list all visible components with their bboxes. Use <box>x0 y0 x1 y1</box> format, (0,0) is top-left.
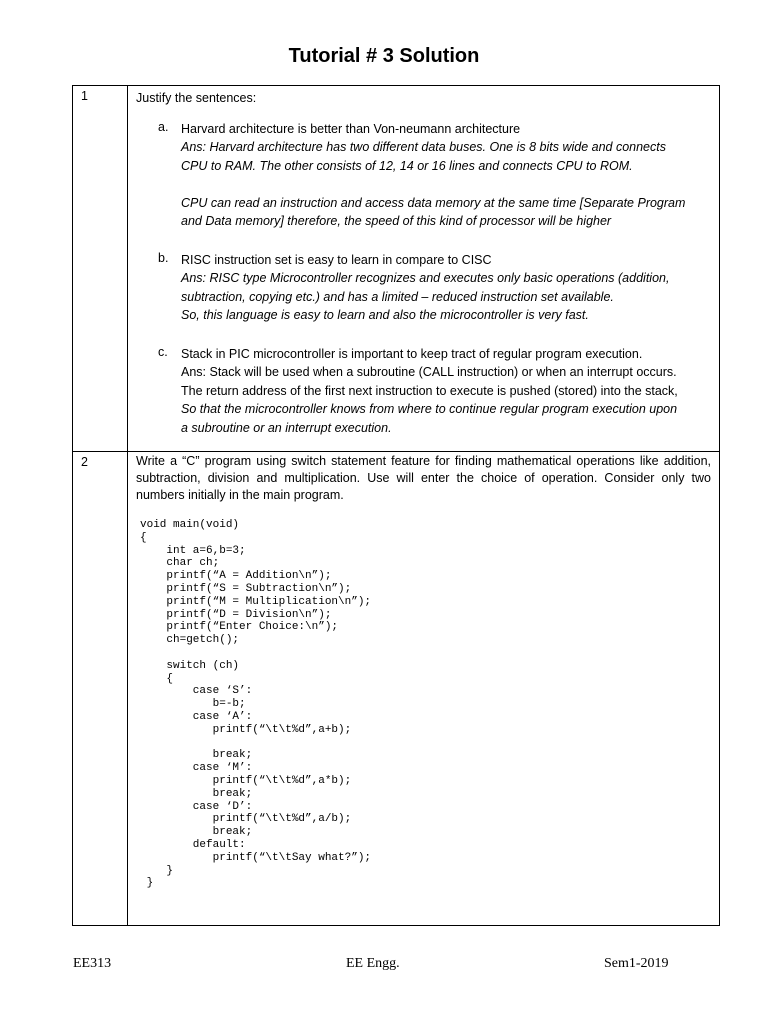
code-block: void main(void) { int a=6,b=3; char ch; printf(“A = Addition\n”); printf(“S = Subtraction\n”); printf(“M = Multiplication\n”); printf(“D = Division\n”); printf(“Enter Choice:\n”); ch=getch(); switch (ch) { case ‘S’: b=-b; case ‘A’: printf(“\t\t%d”,a+b); break; case ‘M’: printf(“\t\t%d”,a*b); break; case ‘D’: printf(“\t\t%d”,a/b); break; default: printf(“\t\tSay what?”); } } <box>140 519 372 890</box>
item-statement: Stack in PIC microcontroller is important to keep tract of regular program execution. <box>181 346 643 361</box>
item-label: b. <box>158 250 169 265</box>
question-body <box>128 452 720 926</box>
question-number: 2 <box>73 452 128 926</box>
answer-line: Ans: Harvard architecture has two different data buses. One is 8 bits wide and connects <box>181 140 666 154</box>
list-item <box>158 120 711 231</box>
question-number: 1 <box>73 86 128 452</box>
question-prompt: Justify the sentences: <box>136 91 257 105</box>
answer-line: and Data memory] therefore, the speed of this kind of processor will be higher <box>181 214 612 228</box>
item-statement: Harvard architecture is better than Von-neumann architecture <box>181 121 521 136</box>
footer-department: EE Engg. <box>346 956 400 971</box>
answer-line: subtraction, copying etc.) and has a limited – reduced instruction set available. <box>181 289 614 304</box>
item-label: a. <box>158 119 169 134</box>
answer-line: a subroutine or an interrupt execution. <box>181 420 392 435</box>
question-prompt: Write a “C” program using switch statement feature for finding mathematical operations like addition, subtraction, division and multiplication. Use will enter the choice of operation. Consider only two numbers initially in the main program. <box>136 454 711 502</box>
item-statement: RISC instruction set is easy to learn in compare to CISC <box>181 252 492 267</box>
table-row <box>73 86 720 452</box>
table-row <box>73 452 720 926</box>
question-body <box>128 86 720 452</box>
page-title: Tutorial # 3 Solution <box>288 45 480 67</box>
list-item <box>158 251 711 325</box>
answer-line: Ans: RISC type Microcontroller recognizes and executes only basic operations (addition, <box>181 271 670 285</box>
list-item <box>158 345 711 438</box>
answer-line: So, this language is easy to learn and also the microcontroller is very fast. <box>181 308 589 322</box>
answer-line: CPU to RAM. The other consists of 12, 14 or 16 lines and connects CPU to ROM. <box>181 158 633 173</box>
tutorial-table <box>72 85 720 926</box>
answer-line: Ans: Stack will be used when a subroutine (CALL instruction) or when an interrupt occurs. <box>181 365 677 379</box>
answer-line: CPU can read an instruction and access data memory at the same time [Separate Program <box>181 195 686 210</box>
footer-course-code: EE313 <box>73 956 112 971</box>
item-label: c. <box>158 344 168 359</box>
answer-line: So that the microcontroller knows from where to continue regular program execution upon <box>181 402 678 416</box>
footer-semester: Sem1-2019 <box>604 956 669 971</box>
answer-line: The return address of the first next instruction to execute is pushed (stored) into the stack, <box>181 383 678 398</box>
